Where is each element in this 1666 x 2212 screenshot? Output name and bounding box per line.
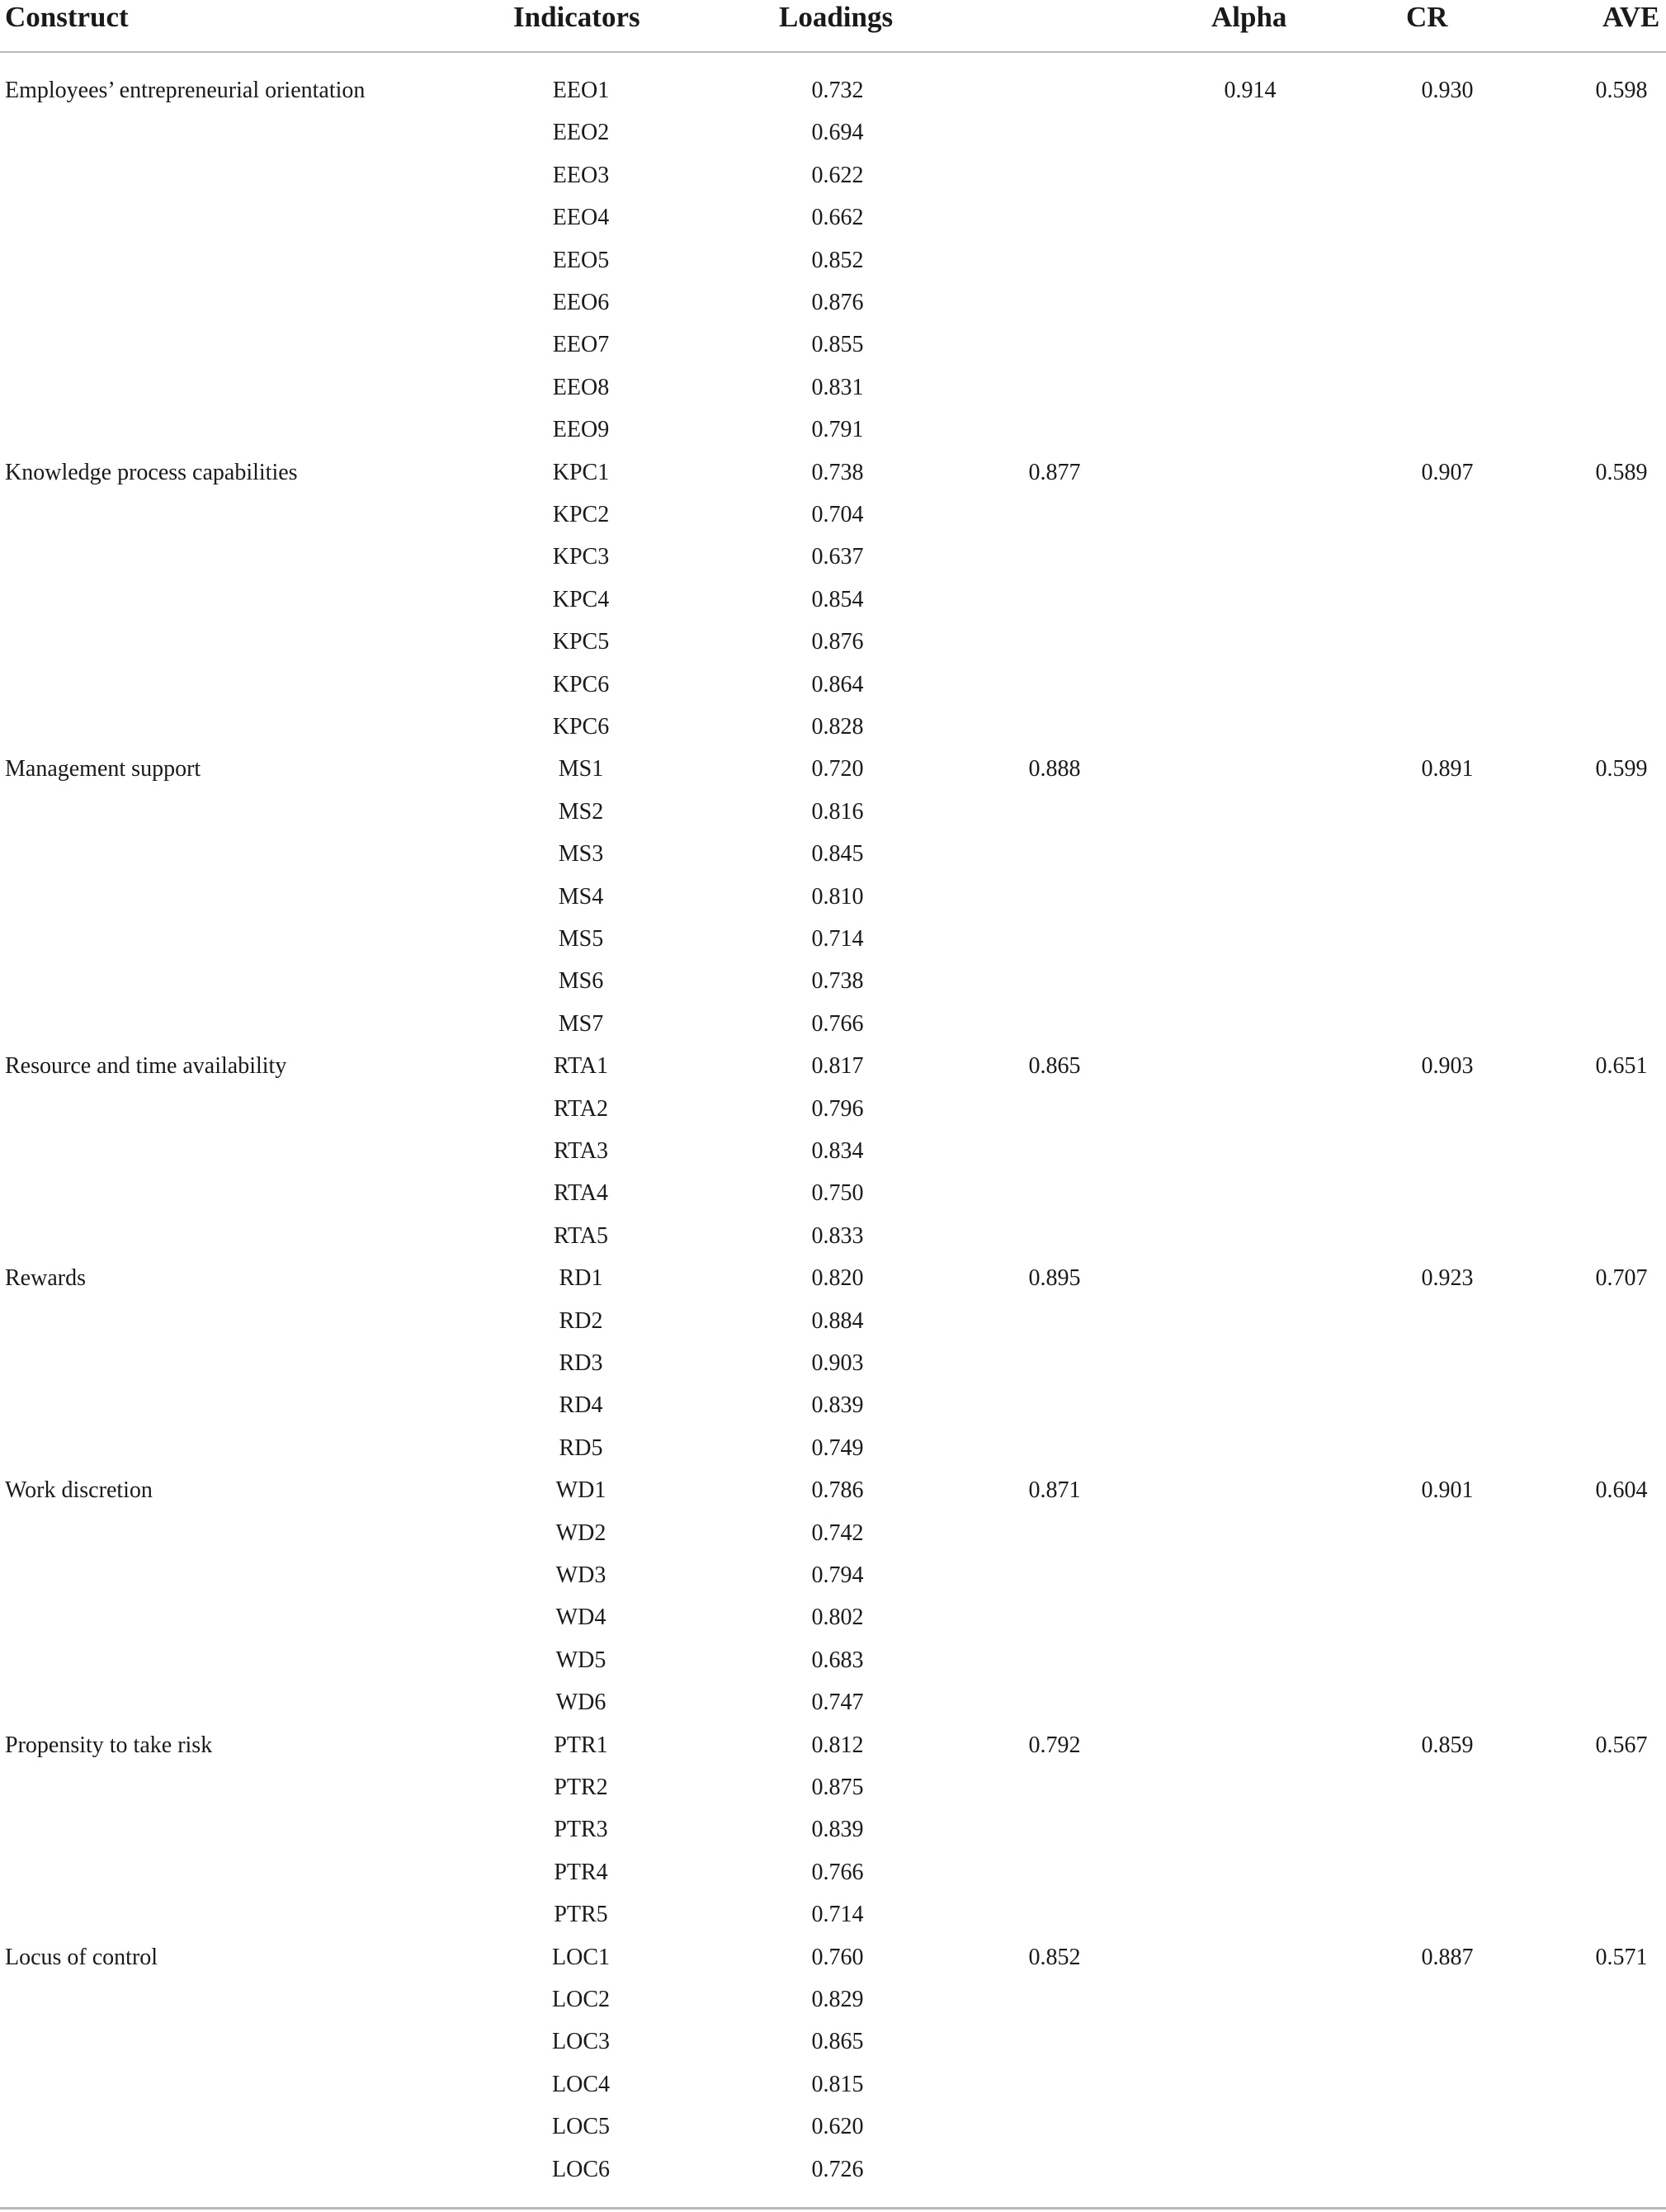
indicator-cell: KPC1 — [552, 460, 610, 485]
table-row — [0, 456, 1666, 499]
indicator-cell: LOC6 — [552, 2157, 610, 2182]
indicator-cell: MS6 — [558, 968, 604, 994]
header-alpha: Alpha — [1211, 1, 1287, 33]
indicator-cell: KPC5 — [552, 629, 610, 655]
header-rule — [0, 51, 1666, 53]
table-row — [0, 626, 1666, 668]
table-row — [0, 1135, 1666, 1177]
cr-cell: 0.891 — [1421, 756, 1474, 782]
table-row — [0, 1898, 1666, 1940]
loading-cell: 0.794 — [811, 1562, 864, 1588]
table-row — [0, 1008, 1666, 1050]
table-row — [0, 1389, 1666, 1431]
ave-cell: 0.604 — [1595, 1477, 1648, 1503]
loading-cell: 0.738 — [811, 968, 864, 994]
indicator-cell: WD3 — [555, 1562, 606, 1588]
table-row — [0, 1093, 1666, 1135]
indicator-cell: KPC2 — [552, 502, 610, 527]
loading-cell: 0.815 — [811, 2072, 864, 2097]
header-indicators: Indicators — [513, 1, 640, 33]
loading-cell: 0.742 — [811, 1520, 864, 1546]
alpha-cell: 0.871 — [1028, 1477, 1081, 1503]
indicator-cell: RD1 — [559, 1265, 603, 1291]
loading-cell: 0.833 — [811, 1223, 864, 1249]
ave-cell: 0.567 — [1595, 1732, 1648, 1758]
table-row — [0, 1771, 1666, 1813]
indicator-cell: RD5 — [559, 1435, 603, 1461]
ave-cell: 0.707 — [1595, 1265, 1648, 1291]
indicator-cell: MS7 — [558, 1011, 604, 1037]
table-row — [0, 669, 1666, 711]
table-row — [0, 328, 1666, 371]
table-row — [0, 1220, 1666, 1262]
construct-cell: Rewards — [5, 1265, 86, 1291]
header-ave: AVE — [1602, 1, 1660, 33]
table-row — [0, 753, 1666, 795]
loading-cell: 0.834 — [811, 1138, 864, 1164]
loading-cell: 0.845 — [811, 841, 864, 867]
loading-cell: 0.622 — [811, 163, 864, 188]
loading-cell: 0.796 — [811, 1096, 864, 1122]
loading-cell: 0.817 — [811, 1053, 864, 1079]
loading-cell: 0.732 — [811, 78, 864, 103]
loading-cell: 0.720 — [811, 756, 864, 782]
loading-cell: 0.766 — [811, 1011, 864, 1037]
indicator-cell: WD5 — [555, 1647, 606, 1673]
loading-cell: 0.683 — [811, 1647, 864, 1673]
indicator-cell: MS3 — [558, 841, 604, 867]
loading-cell: 0.876 — [811, 290, 864, 315]
indicator-cell: EEO6 — [552, 290, 610, 315]
bottom-rule — [0, 2207, 1666, 2210]
loading-cell: 0.802 — [811, 1605, 864, 1630]
indicator-cell: PTR3 — [554, 1817, 608, 1842]
loading-cell: 0.876 — [811, 629, 864, 655]
table-row — [0, 2068, 1666, 2110]
ave-cell: 0.598 — [1595, 78, 1648, 103]
indicator-cell: MS4 — [558, 884, 604, 910]
indicator-cell: MS5 — [558, 926, 604, 952]
loading-cell: 0.864 — [811, 672, 864, 697]
indicator-cell: PTR2 — [554, 1775, 608, 1800]
indicator-cell: LOC5 — [552, 2114, 610, 2139]
loading-cell: 0.831 — [811, 375, 864, 400]
indicator-cell: LOC2 — [552, 1987, 610, 2012]
cr-cell: 0.887 — [1421, 1945, 1474, 1970]
loading-cell: 0.694 — [811, 120, 864, 145]
indicator-cell: KPC3 — [552, 544, 610, 570]
table-row — [0, 1262, 1666, 1304]
loading-cell: 0.620 — [811, 2114, 864, 2139]
table-row — [0, 1305, 1666, 1347]
table-row — [0, 2110, 1666, 2153]
loading-cell: 0.738 — [811, 460, 864, 485]
indicator-cell: WD1 — [555, 1477, 606, 1503]
indicator-cell: RTA3 — [553, 1138, 609, 1164]
table-row — [0, 711, 1666, 753]
indicator-cell: WD6 — [555, 1690, 606, 1715]
indicator-cell: RD4 — [559, 1392, 603, 1418]
indicator-cell: LOC3 — [552, 2029, 610, 2054]
loading-cell: 0.714 — [811, 926, 864, 952]
indicator-cell: EEO2 — [552, 120, 610, 145]
cr-cell: 0.930 — [1421, 78, 1474, 103]
table-row — [0, 159, 1666, 201]
loading-cell: 0.828 — [811, 714, 864, 740]
indicator-cell: LOC4 — [552, 2072, 610, 2097]
table-row — [0, 796, 1666, 838]
table-row — [0, 286, 1666, 328]
table-row — [0, 584, 1666, 626]
table-row — [0, 499, 1666, 541]
alpha-cell: 0.852 — [1028, 1945, 1081, 1970]
indicator-cell: RTA1 — [553, 1053, 609, 1079]
table-row — [0, 1686, 1666, 1728]
table-row — [0, 371, 1666, 414]
construct-cell: Work discretion — [5, 1477, 153, 1503]
table-row — [0, 116, 1666, 158]
table-row — [0, 1559, 1666, 1601]
alpha-cell: 0.914 — [1224, 78, 1277, 103]
loading-cell: 0.760 — [811, 1945, 864, 1970]
table-row — [0, 1601, 1666, 1643]
cr-cell: 0.907 — [1421, 460, 1474, 485]
indicator-cell: KPC4 — [552, 587, 610, 612]
indicator-cell: EEO3 — [552, 163, 610, 188]
alpha-cell: 0.865 — [1028, 1053, 1081, 1079]
loading-cell: 0.812 — [811, 1732, 864, 1758]
table-row — [0, 414, 1666, 456]
loading-cell: 0.747 — [811, 1690, 864, 1715]
table-row — [0, 1856, 1666, 1898]
table-row — [0, 923, 1666, 965]
indicator-cell: EEO9 — [552, 417, 610, 442]
cr-cell: 0.923 — [1421, 1265, 1474, 1291]
indicator-cell: LOC1 — [552, 1945, 610, 1970]
indicator-cell: KPC6 — [552, 714, 610, 740]
table-row — [0, 1644, 1666, 1686]
table-row — [0, 2025, 1666, 2068]
indicator-cell: EEO7 — [552, 332, 610, 357]
loading-cell: 0.766 — [811, 1860, 864, 1885]
construct-cell: Propensity to take risk — [5, 1732, 213, 1758]
table-row — [0, 1177, 1666, 1219]
table-row — [0, 541, 1666, 583]
loading-cell: 0.726 — [811, 2157, 864, 2182]
indicator-cell: RTA2 — [553, 1096, 609, 1122]
table-row — [0, 1517, 1666, 1559]
ave-cell: 0.599 — [1595, 756, 1648, 782]
table-row — [0, 1432, 1666, 1474]
table-row — [0, 74, 1666, 116]
table-row — [0, 1050, 1666, 1092]
ave-cell: 0.571 — [1595, 1945, 1648, 1970]
loading-cell: 0.829 — [811, 1987, 864, 2012]
loading-cell: 0.865 — [811, 2029, 864, 2054]
cr-cell: 0.901 — [1421, 1477, 1474, 1503]
ave-cell: 0.651 — [1595, 1053, 1648, 1079]
indicator-cell: RD3 — [559, 1350, 603, 1376]
table-row — [0, 838, 1666, 880]
indicator-cell: EEO4 — [552, 205, 610, 230]
ave-cell: 0.589 — [1595, 460, 1648, 485]
table-row — [0, 244, 1666, 286]
alpha-cell: 0.895 — [1028, 1265, 1081, 1291]
loading-cell: 0.820 — [811, 1265, 864, 1291]
loading-cell: 0.855 — [811, 332, 864, 357]
table-row — [0, 2153, 1666, 2195]
indicator-cell: RD2 — [559, 1308, 603, 1334]
table-row — [0, 1347, 1666, 1389]
loading-cell: 0.839 — [811, 1392, 864, 1418]
table-row — [0, 1474, 1666, 1516]
indicator-cell: RTA4 — [553, 1180, 609, 1206]
loading-cell: 0.662 — [811, 205, 864, 230]
construct-cell: Management support — [5, 756, 201, 782]
indicator-cell: EEO1 — [552, 78, 610, 103]
table-row — [0, 1813, 1666, 1855]
alpha-cell: 0.792 — [1028, 1732, 1081, 1758]
indicator-cell: RTA5 — [553, 1223, 609, 1249]
header-cr: CR — [1406, 1, 1448, 33]
cr-cell: 0.903 — [1421, 1053, 1474, 1079]
loading-cell: 0.839 — [811, 1817, 864, 1842]
table-row — [0, 965, 1666, 1007]
loading-cell: 0.852 — [811, 248, 864, 273]
loading-cell: 0.750 — [811, 1180, 864, 1206]
loading-cell: 0.786 — [811, 1477, 864, 1503]
alpha-cell: 0.877 — [1028, 460, 1081, 485]
loading-cell: 0.884 — [811, 1308, 864, 1334]
header-loadings: Loadings — [779, 1, 894, 33]
table-row — [0, 1729, 1666, 1771]
loading-cell: 0.637 — [811, 544, 864, 570]
loading-cell: 0.749 — [811, 1435, 864, 1461]
loading-cell: 0.816 — [811, 799, 864, 825]
indicator-cell: PTR1 — [554, 1732, 608, 1758]
table-row — [0, 1941, 1666, 1983]
loading-cell: 0.810 — [811, 884, 864, 910]
indicator-cell: WD4 — [555, 1605, 606, 1630]
loading-cell: 0.791 — [811, 417, 864, 442]
loading-cell: 0.875 — [811, 1775, 864, 1800]
table-row — [0, 201, 1666, 243]
loading-cell: 0.854 — [811, 587, 864, 612]
table-row — [0, 1983, 1666, 2025]
indicator-cell: EEO8 — [552, 375, 610, 400]
indicator-cell: PTR4 — [554, 1860, 608, 1885]
loading-cell: 0.714 — [811, 1902, 864, 1927]
construct-cell: Employees’ entrepreneurial orientation — [5, 78, 366, 103]
loading-cell: 0.903 — [811, 1350, 864, 1376]
indicator-cell: MS1 — [558, 756, 604, 782]
loading-cell: 0.704 — [811, 502, 864, 527]
indicator-cell: WD2 — [555, 1520, 606, 1546]
construct-cell: Knowledge process capabilities — [5, 460, 298, 485]
indicator-cell: EEO5 — [552, 248, 610, 273]
indicator-cell: PTR5 — [554, 1902, 608, 1927]
indicator-cell: KPC6 — [552, 672, 610, 697]
cr-cell: 0.859 — [1421, 1732, 1474, 1758]
indicator-cell: MS2 — [558, 799, 604, 825]
construct-cell: Resource and time availability — [5, 1053, 287, 1079]
alpha-cell: 0.888 — [1028, 756, 1081, 782]
header-construct: Construct — [5, 1, 129, 33]
table-row — [0, 881, 1666, 923]
construct-cell: Locus of control — [5, 1945, 158, 1970]
